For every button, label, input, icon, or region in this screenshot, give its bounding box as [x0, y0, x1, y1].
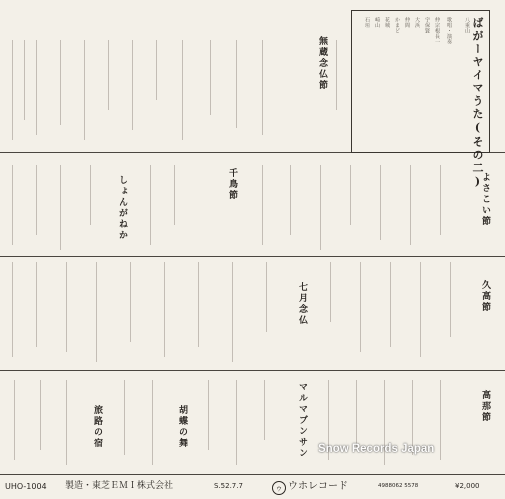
lyric-line — [174, 165, 175, 225]
lyric-line — [132, 40, 133, 130]
album-title: ばがーヤイマうた(その二) — [471, 17, 484, 190]
lyric-line — [36, 165, 37, 235]
lyric-line — [440, 165, 441, 235]
lyric-line — [84, 40, 85, 140]
band-divider — [0, 256, 505, 257]
lyric-line — [40, 380, 41, 450]
lyric-line — [450, 262, 451, 337]
release-date: S.52.7.7 — [214, 482, 243, 490]
lyric-line — [208, 380, 209, 450]
lyric-line — [60, 165, 61, 250]
lyric-line — [440, 380, 441, 460]
lyric-line — [124, 380, 125, 455]
album-subtitle: 八重山 — [464, 17, 470, 34]
watermark: Snow Records Japan — [318, 443, 435, 455]
lyric-line — [262, 40, 263, 135]
lyric-line — [236, 380, 237, 465]
lyric-line — [420, 262, 421, 357]
lyric-line — [350, 165, 351, 225]
song-title: 旅路の宿 — [92, 405, 102, 449]
label-logo-icon: ウ — [272, 481, 286, 495]
lyric-line — [262, 165, 263, 245]
lyric-line — [210, 40, 211, 115]
lyric-line — [12, 262, 13, 357]
credit-line: 崎山 — [374, 17, 380, 28]
lyric-line — [232, 262, 233, 362]
lyric-line — [108, 40, 109, 110]
credit-line: 花城 — [384, 17, 390, 28]
lyric-line — [236, 40, 237, 128]
song-title: しょんがねか — [117, 175, 127, 241]
song-title: 久高節 — [480, 280, 490, 313]
lyric-line — [36, 40, 37, 135]
credits-box — [351, 10, 490, 190]
credit-line: 仲間 — [404, 17, 410, 28]
lyric-line — [390, 262, 391, 347]
lyric-line — [330, 262, 331, 322]
song-title: 高那節 — [480, 390, 490, 423]
lyric-line — [66, 380, 67, 465]
band-divider — [0, 474, 505, 475]
lyric-line — [12, 40, 13, 140]
song-title: 胡蝶の舞 — [177, 405, 187, 449]
credit-line: かまど — [394, 17, 400, 34]
lyric-line — [60, 40, 61, 125]
manufacturer: 製造・東芝ＥＭＩ株式会社 — [65, 481, 174, 491]
song-title: 無蔵念仏節 — [317, 36, 327, 91]
lyric-line — [290, 165, 291, 235]
lyric-line — [410, 165, 411, 245]
footer — [0, 478, 505, 499]
catalog-number: UHO-1004 — [5, 482, 47, 491]
lyric-line — [130, 262, 131, 342]
lyric-line — [152, 380, 153, 465]
lyric-line — [380, 165, 381, 240]
lyric-line — [96, 262, 97, 362]
lyric-line — [356, 380, 357, 450]
lyric-line — [198, 262, 199, 347]
credit-line: 仲宗根長一 — [434, 17, 440, 45]
lyric-line — [156, 40, 157, 100]
lyric-line — [182, 40, 183, 140]
lyric-line — [264, 380, 265, 440]
lyric-line — [360, 262, 361, 352]
credit-header: 歌唱・演奏 — [446, 17, 452, 45]
lyric-line — [164, 262, 165, 357]
lyric-line — [14, 380, 15, 460]
song-title: 七月念仏 — [297, 282, 307, 326]
barcode-number: 4988062 5578 — [378, 483, 419, 489]
credit-line: 大浜 — [414, 17, 420, 28]
song-title: マルマブンサン — [297, 382, 307, 459]
lyric-line — [320, 165, 321, 250]
lyric-line — [12, 165, 13, 245]
song-title: 千鳥節 — [227, 168, 237, 201]
label-name: ウホレコード — [288, 481, 348, 492]
price: ¥2,000 — [455, 482, 480, 490]
band-divider — [0, 370, 505, 371]
lyric-line — [90, 165, 91, 225]
credit-line: 宇保賢 — [424, 17, 430, 34]
lyric-line — [150, 165, 151, 245]
credit-line: 石垣 — [364, 17, 370, 28]
lyric-line — [336, 40, 337, 110]
lyric-line — [36, 262, 37, 347]
lyric-line — [266, 262, 267, 332]
lyric-line — [24, 40, 25, 120]
lyric-line — [66, 262, 67, 352]
song-title: よさこい節 — [480, 172, 490, 227]
